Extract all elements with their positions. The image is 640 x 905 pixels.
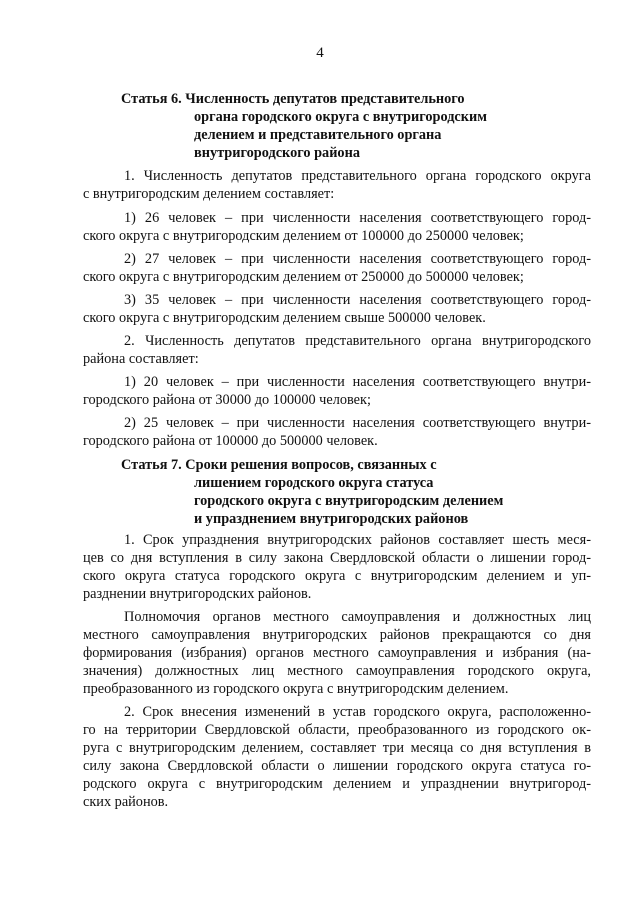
- article-7-heading-line-2: лишением городского округа статуса: [194, 475, 434, 491]
- article-6-line: района составляет:: [83, 351, 199, 367]
- article-6-heading-line-2: органа городского округа с внутригородским: [194, 109, 487, 125]
- page-number: 4: [316, 45, 324, 61]
- article-7-line: Полномочия органов местного самоуправления и должностных лиц: [124, 609, 591, 625]
- article-7-line: ского округа статуса городского округа с внутригородским делением и уп-: [83, 568, 591, 584]
- article-7-line: 2. Срок внесения изменений в устав городского округа, расположенно-: [124, 704, 591, 720]
- article-7-line: местного самоуправления внутригородских районов прекращаются со дня: [83, 627, 591, 643]
- article-7-line: формирования (избрания) органов местного самоуправления и избрания (на-: [83, 645, 591, 661]
- article-6-line: 1) 26 человек – при численности населения соответствующего город-: [124, 210, 591, 226]
- article-6-line: 2) 25 человек – при численности населения соответствующего внутри-: [124, 415, 591, 431]
- article-6-line: 2) 27 человек – при численности населения соответствующего город-: [124, 251, 591, 267]
- article-7-line: родского округа с внутригородским делением и упразднении внутригород-: [83, 776, 591, 792]
- article-7-line: силу закона Свердловской области о лишении городского округа статуса го-: [83, 758, 591, 774]
- article-6-line: ского округа с внутригородским делением от 250000 до 500000 человек;: [83, 269, 524, 285]
- article-6-line: ского округа с внутригородским делением свыше 500000 человек.: [83, 310, 486, 326]
- article-7-line: цев со дня вступления в силу закона Свердловской области о лишении город-: [83, 550, 591, 566]
- article-6-heading-line-3: делением и представительного органа: [194, 127, 442, 143]
- article-7-heading-line-3: городского округа с внутригородским делением: [194, 493, 504, 509]
- article-7-line: 1. Срок упразднения внутригородских районов составляет шесть меся-: [124, 532, 591, 548]
- article-7-line: значения) должностных лиц местного самоуправления городского округа,: [83, 663, 591, 679]
- article-6-line: 3) 35 человек – при численности населения соответствующего город-: [124, 292, 591, 308]
- article-6-line: 1) 20 человек – при численности населения соответствующего внутри-: [124, 374, 591, 390]
- article-6-heading-line-4: внутригородского района: [194, 145, 360, 161]
- article-7-line: го на территории Свердловской области, преобразованного из городского ок-: [83, 722, 591, 738]
- article-7-line: ских районов.: [83, 794, 169, 810]
- article-7-line: преобразованного из городского округа с внутригородским делением.: [83, 681, 509, 697]
- article-6-line: городского района от 30000 до 100000 человек;: [83, 392, 371, 408]
- article-6-line: с внутригородским делением составляет:: [83, 186, 335, 202]
- article-6-heading-line-1: Статья 6. Численность депутатов представительного: [121, 91, 465, 107]
- article-7-line: разднении внутригородских районов.: [83, 586, 312, 602]
- article-6-line: 2. Численность депутатов представительного органа внутригородского: [124, 333, 591, 349]
- article-7-heading-line-4: и упразднением внутригородских районов: [194, 511, 469, 527]
- article-6-line: городского района от 100000 до 500000 человек.: [83, 433, 378, 449]
- article-6-line: 1. Численность депутатов представительного органа городского округа: [124, 168, 591, 184]
- article-7-line: руга с внутригородским делением, составляет три месяца со дня вступления в: [83, 740, 591, 756]
- article-6-line: ского округа с внутригородским делением от 100000 до 250000 человек;: [83, 228, 524, 244]
- article-7-heading-line-1: Статья 7. Сроки решения вопросов, связанных с: [121, 457, 437, 473]
